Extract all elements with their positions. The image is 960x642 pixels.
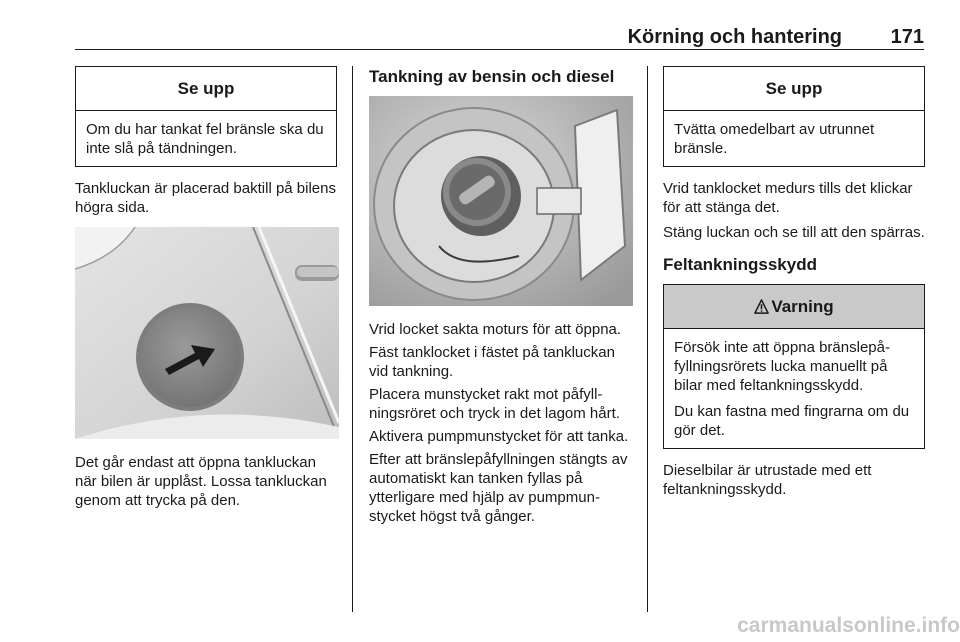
close-flap-text: Stäng luckan och se till att den spärras. xyxy=(663,224,925,241)
paragraph-open-cap: Vrid locket sakta moturs för att öppna. xyxy=(369,321,622,338)
fuel-flap-location-text: Tankluckan är placerad baktill på bilens högra sida. xyxy=(75,180,336,216)
warning-triangle-icon xyxy=(754,299,769,314)
paragraph-top-up: Efter att bränslepåfyllningen stängts av automatiskt kan tanken fyllas på ytterligare med hjälp av pumpmun-stycket högst två gånger. xyxy=(369,451,628,525)
warning-box-header xyxy=(664,285,924,329)
column-1 xyxy=(75,66,339,510)
caution-box-text: Om du har tankat fel bränsle ska du inte slå på tändningen. xyxy=(86,121,324,157)
diesel-misfuel-text: Dieselbilar är utrustade med ett feltankningsskydd. xyxy=(663,462,872,498)
column-3 xyxy=(663,66,927,499)
chapter-title: Körning och hantering xyxy=(627,26,842,48)
fuel-flap-open-text: Det går endast att öppna tankluckan när bilen är upplåst. Lossa tankluckan genom att trycka på den. xyxy=(75,454,327,509)
column-2 xyxy=(369,66,633,526)
column-divider-2 xyxy=(647,66,648,612)
paragraph-place-nozzle: Placera munstycket rakt mot påfyll-ningsröret och tryck in det lagom hårt. xyxy=(369,386,620,422)
paragraph-attach-cap: Fäst tanklocket i fästet på tankluckan vid tankning. xyxy=(369,344,615,380)
caution-box-title: Se upp xyxy=(76,67,336,111)
fuel-flap-illustration xyxy=(75,227,339,439)
watermark: carmanualsonline.info xyxy=(737,614,960,637)
section-heading-misfuel: Feltankningsskydd xyxy=(663,255,817,274)
warning-box xyxy=(663,284,925,449)
section-heading-refuelling: Tankning av bensin och diesel xyxy=(369,67,615,86)
warning-text-1: Försök inte att öppna bränslepå-fyllningsrörets lucka manuellt på bilar med feltankningsskydd. xyxy=(674,339,890,394)
fuel-filler-illustration xyxy=(369,96,633,306)
page-number: 171 xyxy=(890,26,924,48)
column-divider-1 xyxy=(352,66,353,612)
page-header xyxy=(75,22,924,50)
caution-box-title: Se upp xyxy=(664,67,924,111)
close-cap-text: Vrid tanklocket medurs tills det klickar för att stänga det. xyxy=(663,180,913,216)
warning-box-title: Varning xyxy=(771,296,834,316)
caution-box-fuel-spill xyxy=(663,66,925,167)
caution-box-text: Tvätta omedelbart av utrunnet bränsle. xyxy=(674,121,875,157)
paragraph-activate-pump: Aktivera pumpmunstycket för att tanka. xyxy=(369,428,629,445)
caution-box xyxy=(75,66,337,167)
warning-text-2: Du kan fastna med fingrarna om du gör det. xyxy=(674,403,910,439)
